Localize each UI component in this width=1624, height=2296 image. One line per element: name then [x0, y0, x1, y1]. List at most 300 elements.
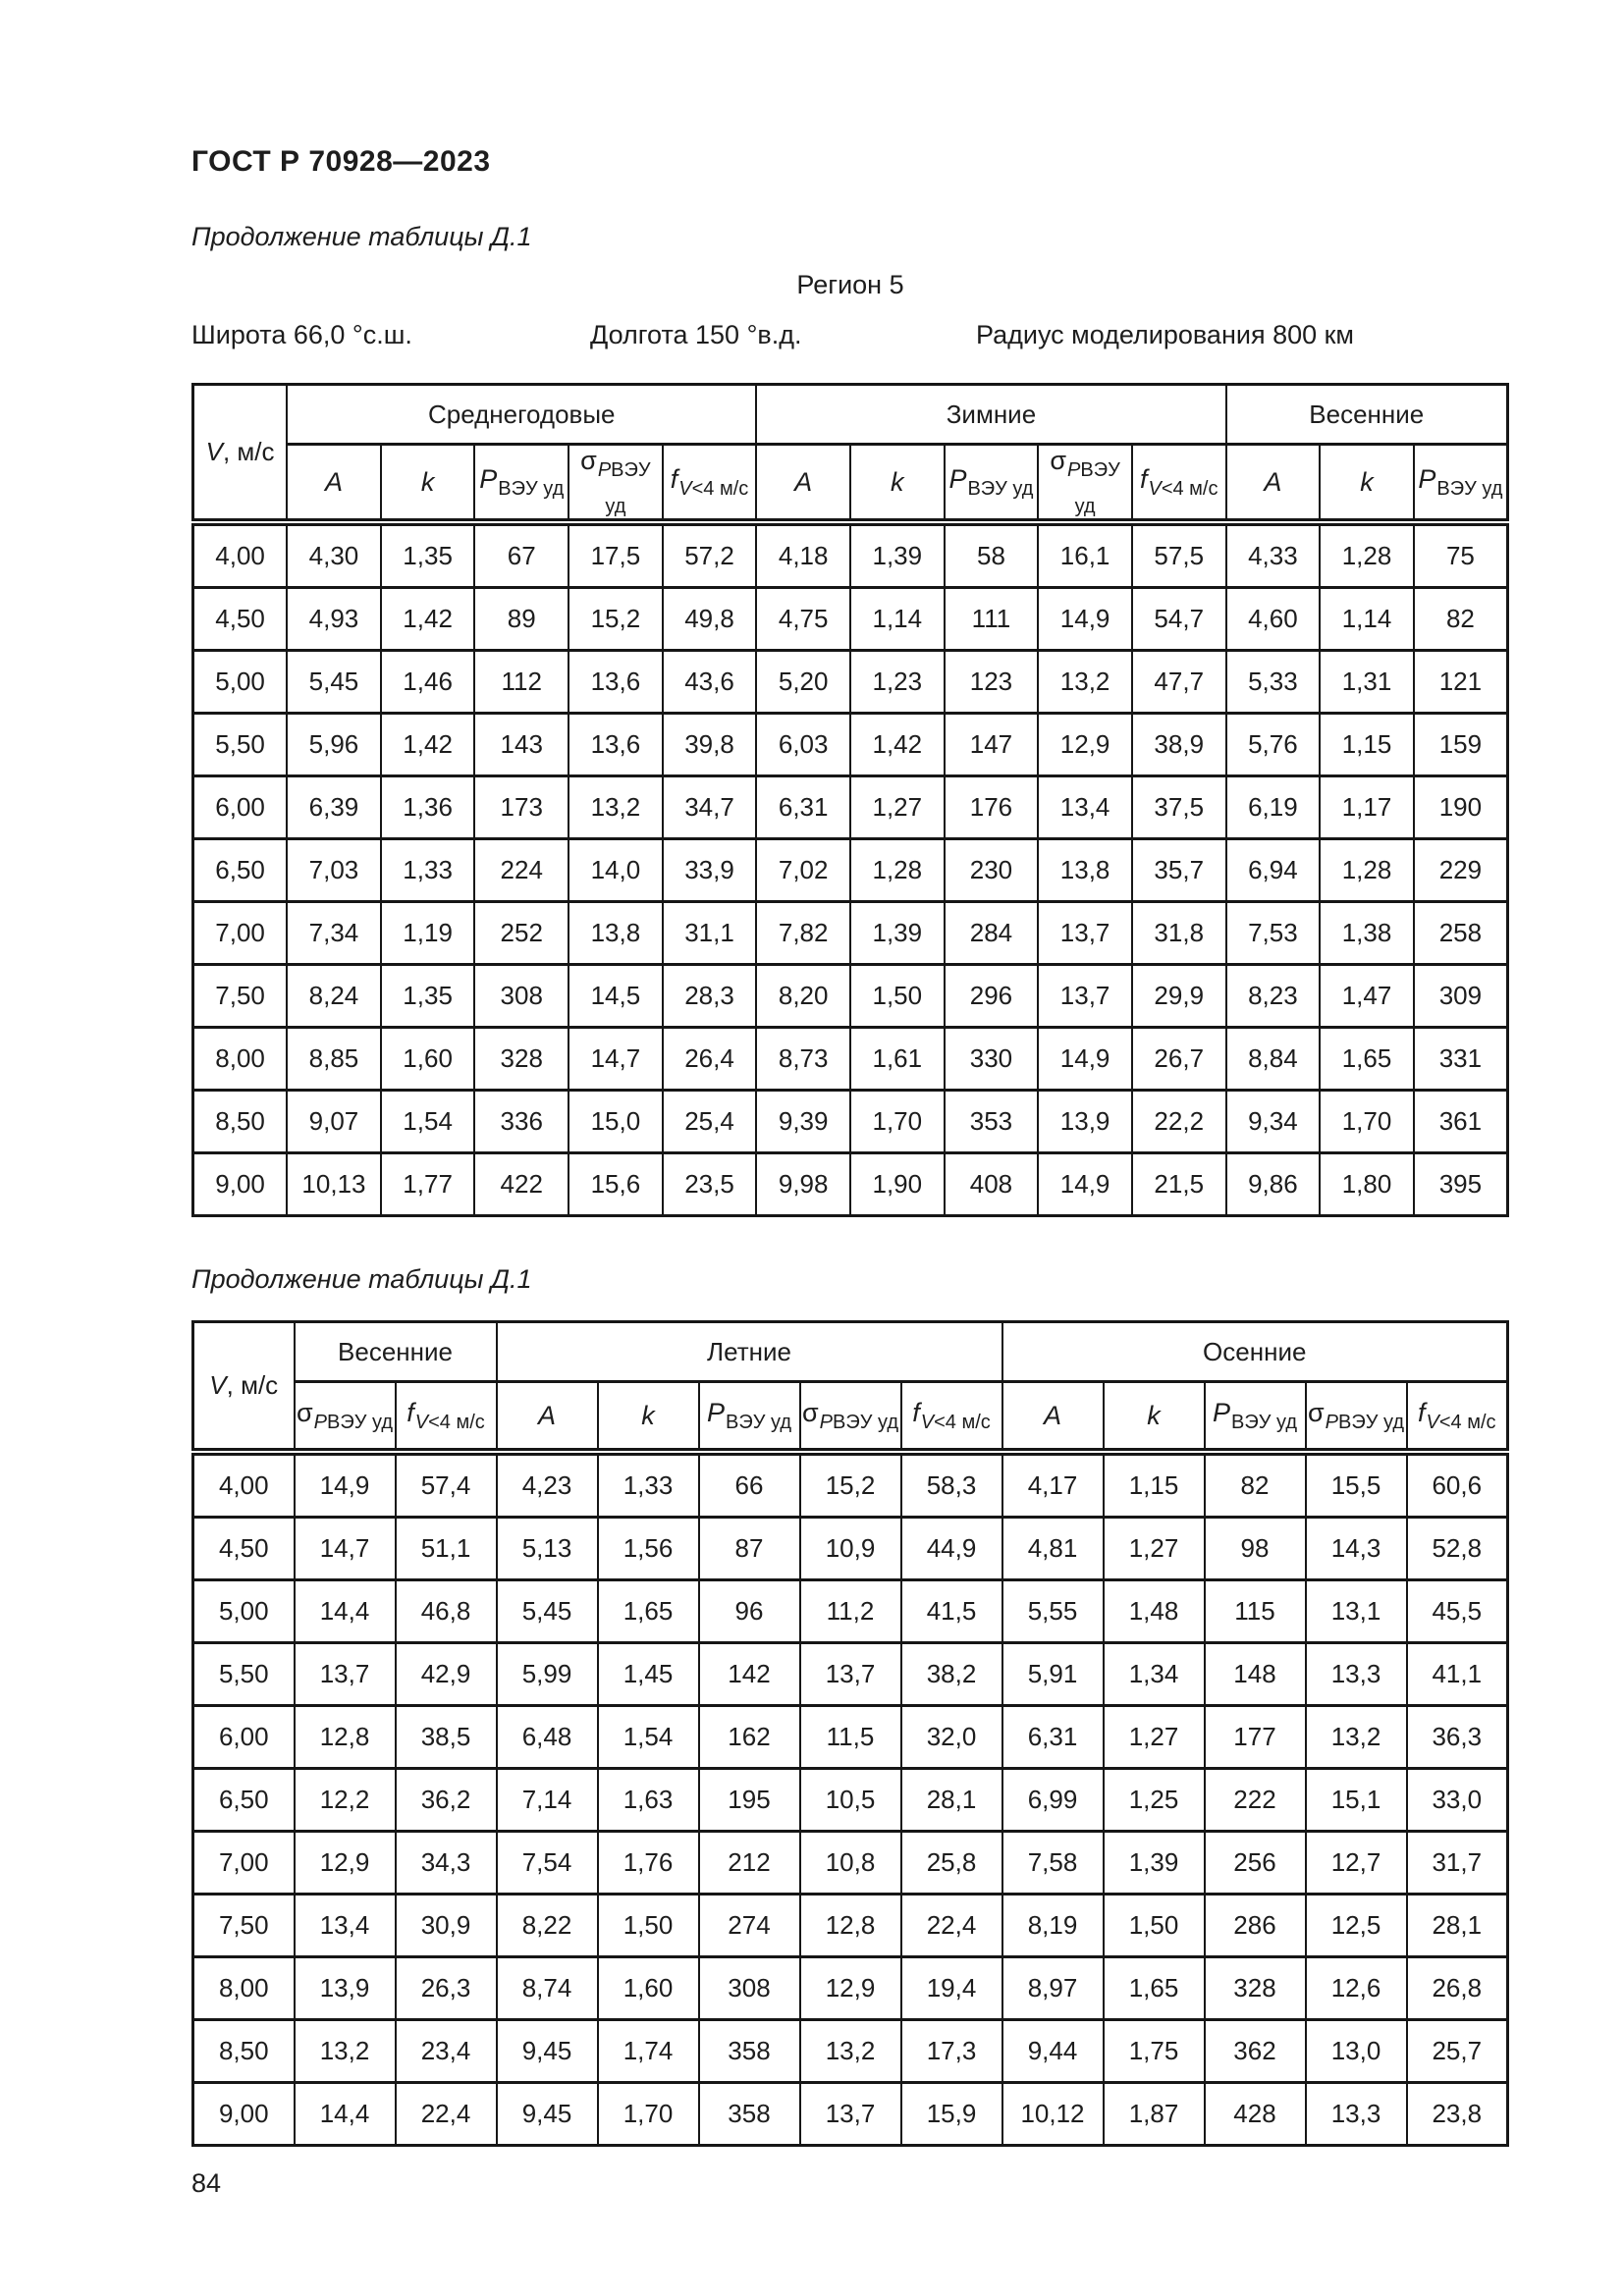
data-value: 222 [1205, 1769, 1306, 1832]
data-value: 89 [474, 588, 568, 651]
data-value: 328 [1205, 1957, 1306, 2020]
column-symbol-f: $f_{V<4 м/с}$ [1417, 1397, 1496, 1433]
data-value: 1,65 [598, 1580, 699, 1643]
data-value: 14,0 [568, 839, 663, 902]
data-value: 9,45 [497, 2083, 598, 2146]
data-value: 123 [945, 651, 1039, 714]
data-value: 1,56 [598, 1518, 699, 1580]
data-value: 13,4 [1038, 776, 1132, 839]
data-value: 1,35 [381, 522, 475, 588]
data-value: 15,9 [901, 2083, 1002, 2146]
data-value: 428 [1205, 2083, 1306, 2146]
data-value: 1,38 [1320, 902, 1414, 965]
column-symbol-P: $P_{ВЭУ уд}$ [1418, 463, 1503, 500]
data-value: 6,39 [287, 776, 381, 839]
data-value: 5,91 [1002, 1643, 1104, 1706]
data-value: 42,9 [396, 1643, 497, 1706]
data-value: 284 [945, 902, 1039, 965]
data-value: 28,1 [901, 1769, 1002, 1832]
data-value: 13,1 [1306, 1580, 1407, 1643]
data-value: 224 [474, 839, 568, 902]
data-value: 7,82 [756, 902, 850, 965]
data-value: 274 [699, 1895, 800, 1957]
data-value: 8,20 [756, 965, 850, 1028]
table-row [193, 1769, 1508, 1832]
data-value: 13,7 [800, 1643, 901, 1706]
data-value: 229 [1414, 839, 1508, 902]
data-value: 38,2 [901, 1643, 1002, 1706]
table-row [193, 1832, 1508, 1895]
data-value: 177 [1205, 1706, 1306, 1769]
data-value: 30,9 [396, 1895, 497, 1957]
data-value: 336 [474, 1091, 568, 1153]
table-row [193, 1153, 1508, 1216]
speed-value: 8,50 [193, 1091, 288, 1153]
data-value: 252 [474, 902, 568, 965]
data-value: 60,6 [1407, 1452, 1508, 1518]
data-value: 148 [1205, 1643, 1306, 1706]
speed-value: 7,00 [193, 902, 288, 965]
data-value: 13,8 [568, 902, 663, 965]
document-code: ГОСТ Р 70928—2023 [191, 145, 491, 178]
parameter-column-header [1320, 445, 1414, 523]
data-value: 14,9 [1038, 1153, 1132, 1216]
speed-value: 7,50 [193, 965, 288, 1028]
parameter-column-header [598, 1382, 699, 1453]
parameter-column-header [1104, 1382, 1205, 1453]
column-symbol-sigma: $\sigma_{PВЭУ уд}$ [802, 1397, 898, 1433]
data-value: 1,45 [598, 1643, 699, 1706]
data-value: 31,1 [663, 902, 757, 965]
parameter-column-header [850, 445, 945, 523]
column-symbol-A: A [1264, 466, 1282, 497]
column-symbol-P: $P_{ВЭУ уд}$ [479, 463, 565, 500]
data-value: 4,30 [287, 522, 381, 588]
table-row [193, 2020, 1508, 2083]
data-value: 1,80 [1320, 1153, 1414, 1216]
column-symbol-A: A [537, 1400, 556, 1430]
data-value: 1,34 [1104, 1643, 1205, 1706]
data-value: 11,5 [800, 1706, 901, 1769]
data-value: 43,6 [663, 651, 757, 714]
table-row [193, 1518, 1508, 1580]
data-value: 13,2 [1306, 1706, 1407, 1769]
column-symbol-k: k [641, 1400, 655, 1430]
data-value: 6,31 [1002, 1706, 1104, 1769]
table-row [193, 588, 1508, 651]
data-value: 98 [1205, 1518, 1306, 1580]
data-value: 51,1 [396, 1518, 497, 1580]
speed-value: 7,00 [193, 1832, 295, 1895]
data-value: 9,86 [1226, 1153, 1321, 1216]
column-symbol-f: $f_{V<4 м/с}$ [406, 1397, 485, 1433]
table-row [193, 1895, 1508, 1957]
data-value: 36,2 [396, 1769, 497, 1832]
season-group-header: Осенние [1002, 1322, 1508, 1382]
data-value: 1,39 [850, 902, 945, 965]
data-value: 22,4 [396, 2083, 497, 2146]
data-value: 7,54 [497, 1832, 598, 1895]
data-value: 5,33 [1226, 651, 1321, 714]
data-value: 16,1 [1038, 522, 1132, 588]
data-value: 57,5 [1132, 522, 1226, 588]
data-value: 111 [945, 588, 1039, 651]
data-value: 49,8 [663, 588, 757, 651]
data-value: 13,6 [568, 714, 663, 776]
data-value: 1,74 [598, 2020, 699, 2083]
data-value: 22,2 [1132, 1091, 1226, 1153]
data-value: 1,65 [1104, 1957, 1205, 2020]
data-value: 1,54 [598, 1706, 699, 1769]
data-value: 15,5 [1306, 1452, 1407, 1518]
page-number: 84 [191, 2168, 222, 2198]
data-value: 1,46 [381, 651, 475, 714]
data-value: 8,74 [497, 1957, 598, 2020]
data-value: 41,1 [1407, 1643, 1508, 1706]
data-value: 4,17 [1002, 1452, 1104, 1518]
column-symbol-sigma: $\sigma_{PВЭУ уд}$ [297, 1397, 393, 1433]
column-symbol-k: k [420, 466, 435, 497]
data-value: 10,12 [1002, 2083, 1104, 2146]
data-value: 212 [699, 1832, 800, 1895]
parameter-column-header [756, 445, 850, 523]
data-value: 37,5 [1132, 776, 1226, 839]
data-value: 9,44 [1002, 2020, 1104, 2083]
data-value: 328 [474, 1028, 568, 1091]
wind-statistics-table-part2 [191, 1320, 1509, 2147]
data-value: 22,4 [901, 1895, 1002, 1957]
data-value: 6,03 [756, 714, 850, 776]
data-value: 296 [945, 965, 1039, 1028]
data-value: 12,6 [1306, 1957, 1407, 2020]
data-value: 256 [1205, 1832, 1306, 1895]
data-value: 5,96 [287, 714, 381, 776]
data-value: 13,0 [1306, 2020, 1407, 2083]
data-value: 87 [699, 1518, 800, 1580]
data-value: 38,9 [1132, 714, 1226, 776]
wind-statistics-table-part1 [191, 383, 1509, 1217]
data-value: 1,36 [381, 776, 475, 839]
data-value: 23,5 [663, 1153, 757, 1216]
data-value: 14,3 [1306, 1518, 1407, 1580]
data-value: 13,8 [1038, 839, 1132, 902]
data-value: 14,5 [568, 965, 663, 1028]
data-value: 1,42 [850, 714, 945, 776]
data-value: 8,97 [1002, 1957, 1104, 2020]
table-row [193, 965, 1508, 1028]
parameter-column-header [396, 1382, 497, 1453]
data-value: 1,23 [850, 651, 945, 714]
data-value: 176 [945, 776, 1039, 839]
data-value: 58 [945, 522, 1039, 588]
data-value: 1,33 [381, 839, 475, 902]
data-value: 147 [945, 714, 1039, 776]
data-value: 34,3 [396, 1832, 497, 1895]
data-value: 353 [945, 1091, 1039, 1153]
table-row [193, 1580, 1508, 1643]
data-value: 75 [1414, 522, 1508, 588]
data-value: 1,17 [1320, 776, 1414, 839]
speed-value: 8,00 [193, 1957, 295, 2020]
speed-value: 6,50 [193, 839, 288, 902]
data-value: 67 [474, 522, 568, 588]
data-value: 7,03 [287, 839, 381, 902]
data-value: 32,0 [901, 1706, 1002, 1769]
parameter-column-header [295, 1382, 396, 1453]
data-value: 1,27 [850, 776, 945, 839]
parameter-column-header [945, 445, 1039, 523]
table-row [193, 1643, 1508, 1706]
data-value: 258 [1414, 902, 1508, 965]
data-value: 34,7 [663, 776, 757, 839]
data-value: 33,0 [1407, 1769, 1508, 1832]
speed-value: 4,50 [193, 1518, 295, 1580]
data-value: 331 [1414, 1028, 1508, 1091]
data-value: 4,60 [1226, 588, 1321, 651]
data-value: 408 [945, 1153, 1039, 1216]
data-value: 4,23 [497, 1452, 598, 1518]
data-value: 13,7 [295, 1643, 396, 1706]
table-row [193, 714, 1508, 776]
parameter-column-header [568, 445, 663, 523]
data-value: 13,9 [295, 1957, 396, 2020]
data-value: 395 [1414, 1153, 1508, 1216]
data-value: 14,7 [568, 1028, 663, 1091]
data-value: 1,14 [850, 588, 945, 651]
longitude-label: Долгота 150 °в.д. [590, 320, 802, 349]
table-row [193, 651, 1508, 714]
data-value: 7,34 [287, 902, 381, 965]
data-value: 9,45 [497, 2020, 598, 2083]
data-value: 14,9 [1038, 588, 1132, 651]
data-value: 28,3 [663, 965, 757, 1028]
data-value: 8,24 [287, 965, 381, 1028]
data-value: 1,15 [1104, 1452, 1205, 1518]
data-value: 195 [699, 1769, 800, 1832]
speed-value: 4,50 [193, 588, 288, 651]
data-value: 1,70 [850, 1091, 945, 1153]
data-value: 8,84 [1226, 1028, 1321, 1091]
speed-value: 9,00 [193, 2083, 295, 2146]
speed-value: 7,50 [193, 1895, 295, 1957]
data-value: 1,31 [1320, 651, 1414, 714]
parameter-column-header [1407, 1382, 1508, 1453]
data-value: 57,4 [396, 1452, 497, 1518]
data-value: 1,65 [1320, 1028, 1414, 1091]
data-value: 1,48 [1104, 1580, 1205, 1643]
data-value: 38,5 [396, 1706, 497, 1769]
data-value: 1,28 [1320, 839, 1414, 902]
region-title: Регион 5 [796, 270, 904, 299]
data-value: 1,75 [1104, 2020, 1205, 2083]
speed-value: 5,50 [193, 714, 288, 776]
radius-label: Радиус моделирования 800 км [976, 320, 1354, 349]
data-value: 13,7 [1038, 965, 1132, 1028]
data-value: 25,7 [1407, 2020, 1508, 2083]
data-value: 23,8 [1407, 2083, 1508, 2146]
table-row [193, 1957, 1508, 2020]
data-value: 6,31 [756, 776, 850, 839]
data-value: 5,45 [497, 1580, 598, 1643]
speed-column-header: V, м/с [193, 385, 288, 523]
data-value: 25,4 [663, 1091, 757, 1153]
data-value: 1,77 [381, 1153, 475, 1216]
data-value: 330 [945, 1028, 1039, 1091]
data-value: 358 [699, 2083, 800, 2146]
data-value: 11,2 [800, 1580, 901, 1643]
data-value: 47,7 [1132, 651, 1226, 714]
column-symbol-f: $f_{V<4 м/с}$ [670, 463, 749, 500]
season-group-header: Среднегодовые [287, 385, 756, 445]
data-value: 159 [1414, 714, 1508, 776]
data-value: 7,53 [1226, 902, 1321, 965]
data-value: 6,94 [1226, 839, 1321, 902]
data-value: 4,75 [756, 588, 850, 651]
data-value: 4,93 [287, 588, 381, 651]
data-value: 15,1 [1306, 1769, 1407, 1832]
data-value: 12,9 [800, 1957, 901, 2020]
column-symbol-k: k [1147, 1400, 1161, 1430]
parameter-column-header [699, 1382, 800, 1453]
data-value: 162 [699, 1706, 800, 1769]
season-group-header: Весенние [295, 1322, 497, 1382]
data-value: 6,48 [497, 1706, 598, 1769]
data-value: 5,45 [287, 651, 381, 714]
data-value: 1,87 [1104, 2083, 1205, 2146]
data-value: 12,9 [295, 1832, 396, 1895]
data-value: 82 [1205, 1452, 1306, 1518]
data-value: 422 [474, 1153, 568, 1216]
parameter-column-header [1226, 445, 1321, 523]
parameter-column-header [1132, 445, 1226, 523]
table-row [193, 2083, 1508, 2146]
data-value: 39,8 [663, 714, 757, 776]
table-row [193, 902, 1508, 965]
table-row [193, 1452, 1508, 1518]
table-row [193, 839, 1508, 902]
parameter-column-header [800, 1382, 901, 1453]
data-value: 13,3 [1306, 2083, 1407, 2146]
data-value: 15,2 [800, 1452, 901, 1518]
data-value: 1,39 [1104, 1832, 1205, 1895]
speed-value: 6,00 [193, 1706, 295, 1769]
page-content [191, 0, 1509, 2199]
data-value: 29,9 [1132, 965, 1226, 1028]
speed-value: 9,00 [193, 1153, 288, 1216]
data-value: 1,27 [1104, 1518, 1205, 1580]
data-value: 12,8 [800, 1895, 901, 1957]
data-value: 14,7 [295, 1518, 396, 1580]
data-value: 52,8 [1407, 1518, 1508, 1580]
data-value: 6,99 [1002, 1769, 1104, 1832]
data-value: 28,1 [1407, 1895, 1508, 1957]
data-value: 362 [1205, 2020, 1306, 2083]
data-value: 13,7 [800, 2083, 901, 2146]
parameter-column-header [497, 1382, 598, 1453]
data-value: 36,3 [1407, 1706, 1508, 1769]
column-symbol-P: $P_{ВЭУ уд}$ [1213, 1397, 1297, 1433]
speed-value: 6,50 [193, 1769, 295, 1832]
data-value: 10,5 [800, 1769, 901, 1832]
data-value: 8,22 [497, 1895, 598, 1957]
table-row [193, 1091, 1508, 1153]
data-value: 17,5 [568, 522, 663, 588]
parameter-column-header [287, 445, 381, 523]
data-value: 5,20 [756, 651, 850, 714]
data-value: 12,9 [1038, 714, 1132, 776]
data-value: 1,90 [850, 1153, 945, 1216]
speed-value: 4,00 [193, 522, 288, 588]
data-value: 8,73 [756, 1028, 850, 1091]
data-value: 13,2 [1038, 651, 1132, 714]
data-value: 173 [474, 776, 568, 839]
parameter-column-header [1205, 1382, 1306, 1453]
data-value: 31,7 [1407, 1832, 1508, 1895]
location-meta-row [191, 320, 1509, 357]
data-value: 25,8 [901, 1832, 1002, 1895]
data-value: 13,2 [800, 2020, 901, 2083]
column-symbol-A: A [324, 466, 343, 497]
data-value: 358 [699, 2020, 800, 2083]
season-group-header: Зимние [756, 385, 1225, 445]
speed-value: 5,00 [193, 1580, 295, 1643]
data-value: 1,35 [381, 965, 475, 1028]
data-value: 12,8 [295, 1706, 396, 1769]
data-value: 286 [1205, 1895, 1306, 1957]
data-value: 46,8 [396, 1580, 497, 1643]
data-value: 1,28 [850, 839, 945, 902]
data-value: 10,13 [287, 1153, 381, 1216]
data-value: 9,34 [1226, 1091, 1321, 1153]
data-value: 1,61 [850, 1028, 945, 1091]
data-value: 7,58 [1002, 1832, 1104, 1895]
data-value: 12,2 [295, 1769, 396, 1832]
data-value: 13,9 [1038, 1091, 1132, 1153]
speed-value: 6,00 [193, 776, 288, 839]
data-value: 1,63 [598, 1769, 699, 1832]
data-value: 57,2 [663, 522, 757, 588]
column-symbol-f: $f_{V<4 м/с}$ [1139, 463, 1218, 500]
data-value: 5,55 [1002, 1580, 1104, 1643]
column-symbol-sigma: $\sigma_{PВЭУ уд}$ [1308, 1397, 1404, 1433]
data-value: 6,19 [1226, 776, 1321, 839]
data-value: 35,7 [1132, 839, 1226, 902]
data-value: 1,19 [381, 902, 475, 965]
data-value: 26,3 [396, 1957, 497, 2020]
data-value: 9,07 [287, 1091, 381, 1153]
latitude-label: Широта 66,0 °с.ш. [191, 320, 412, 349]
data-value: 5,99 [497, 1643, 598, 1706]
data-value: 1,70 [598, 2083, 699, 2146]
speed-value: 5,50 [193, 1643, 295, 1706]
data-value: 45,5 [1407, 1580, 1508, 1643]
data-value: 19,4 [901, 1957, 1002, 2020]
data-value: 13,7 [1038, 902, 1132, 965]
data-value: 121 [1414, 651, 1508, 714]
column-symbol-f: $f_{V<4 м/с}$ [912, 1397, 991, 1433]
data-value: 12,5 [1306, 1895, 1407, 1957]
data-value: 1,76 [598, 1832, 699, 1895]
data-value: 21,5 [1132, 1153, 1226, 1216]
data-value: 9,39 [756, 1091, 850, 1153]
data-value: 96 [699, 1580, 800, 1643]
table-row [193, 522, 1508, 588]
data-value: 1,14 [1320, 588, 1414, 651]
data-value: 1,28 [1320, 522, 1414, 588]
data-value: 7,02 [756, 839, 850, 902]
data-value: 1,15 [1320, 714, 1414, 776]
data-value: 1,50 [1104, 1895, 1205, 1957]
